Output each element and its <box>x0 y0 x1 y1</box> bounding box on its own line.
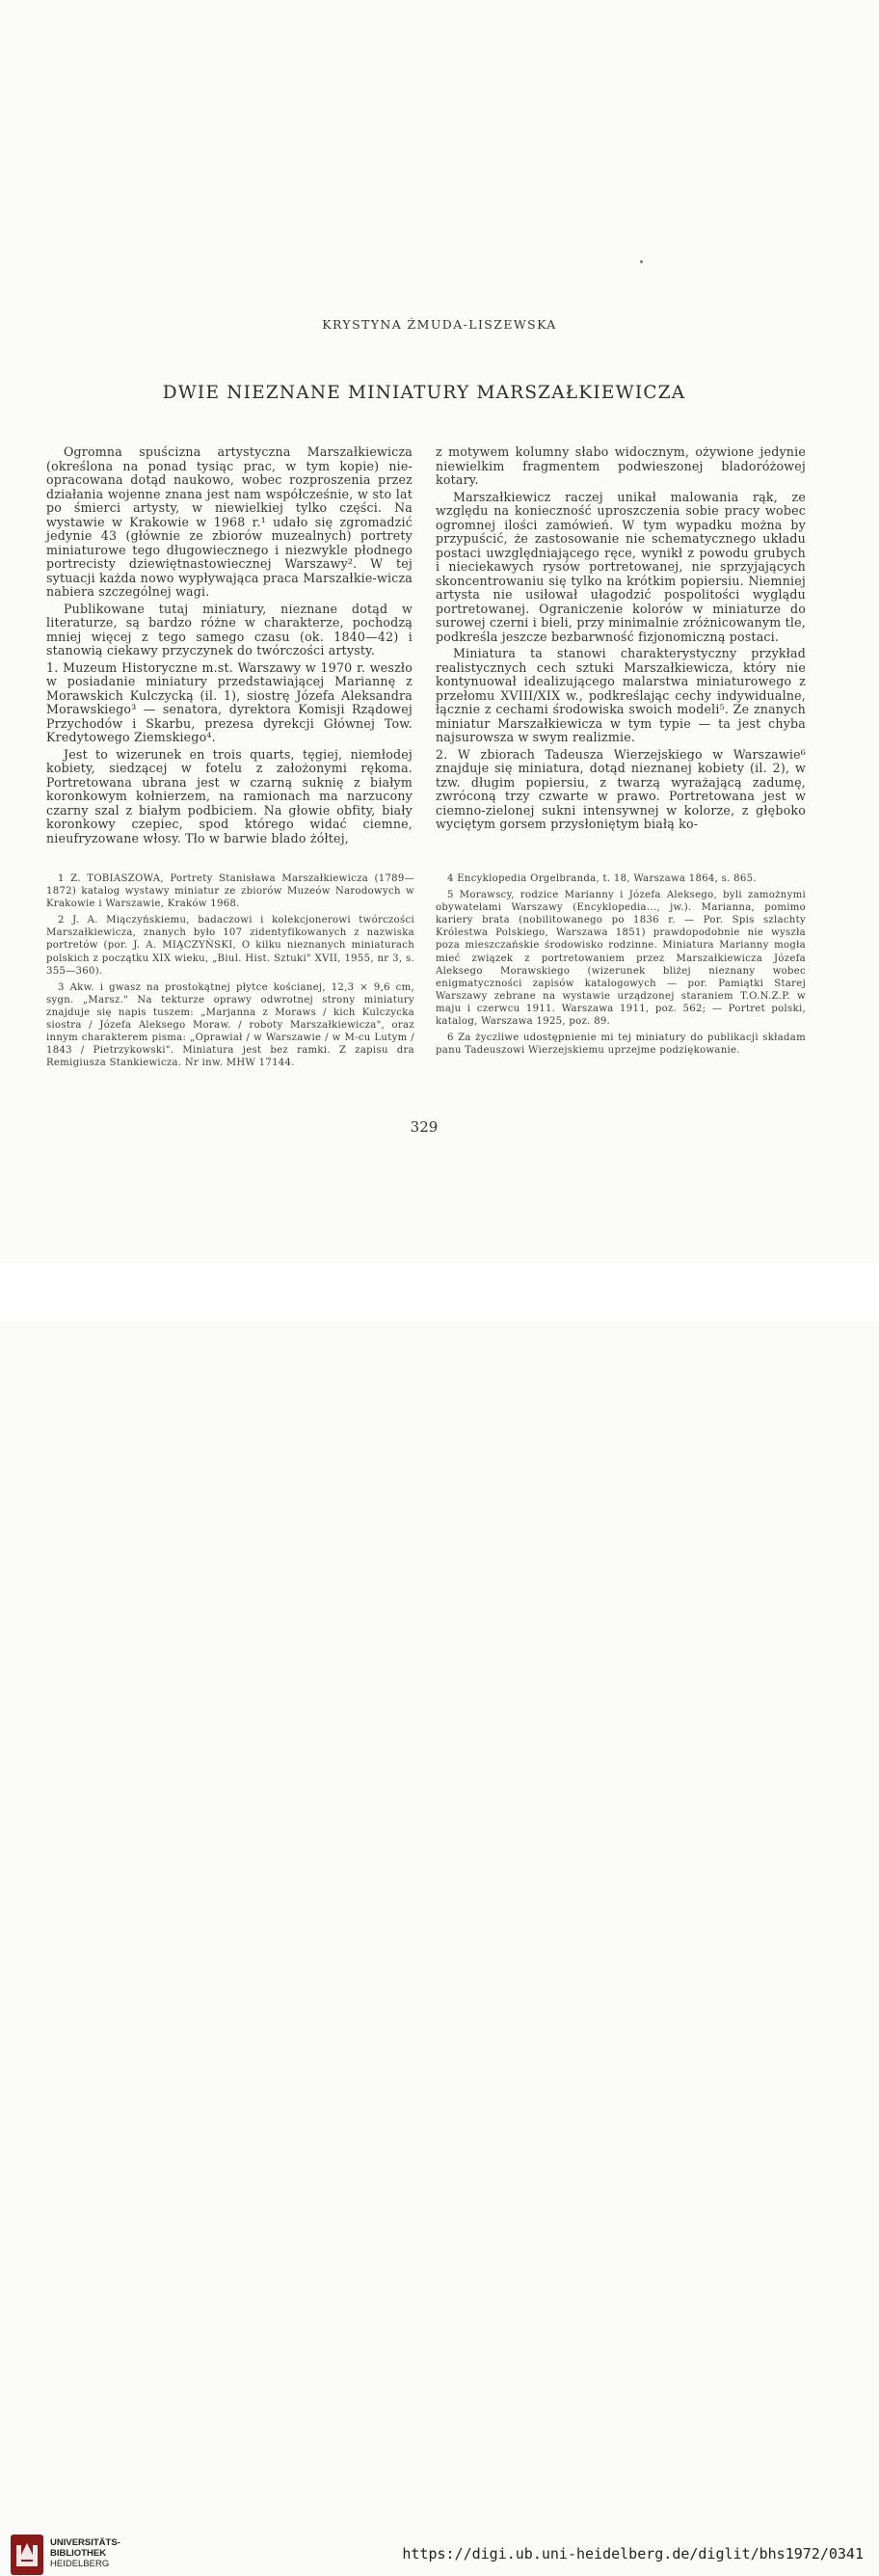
body-column-right <box>436 445 806 835</box>
footnote: 1 Z. TOBIASZOWA, Portrety Stanisława Marszałkiewicza (1789—1872) katalog wystawy miniatur ze zbiorów Muzeów Narodowych w Krakowie i Warszawie, Kraków 1968. <box>46 873 414 910</box>
footnotes-right <box>436 872 806 1060</box>
library-line: UNIVERSITÄTS- <box>50 2537 120 2548</box>
footnote: 2 J. A. Miączyńskiemu, badaczowi i kolekcjonerowi twórczości Marszałkiewicza, znanych było 107 zidentyfikowanych z nazwiska portretów (por. J. A. MIĄCZYŃSKI, O kilku nieznanych miniaturach polskich z początku XIX wieku, „Biul. Hist. Sztuki" XVII, 1955, nr 3, s. 355—360). <box>46 915 414 977</box>
page-number: 329 <box>410 1118 439 1136</box>
body-column-left <box>46 445 413 848</box>
article-title: DWIE NIEZNANE MINIATURY MARSZAŁKIEWICZA <box>162 383 686 403</box>
footnote: 3 Akw. i gwasz na prostokątnej płytce kościanej, 12,3 × 9,6 cm, sygn. „Marsz." Na tekturze oprawy odwrotnej strony miniatury znajduje się napis tuszem: „Marjanna z Moraws / kich Kulczycka siostra / Józefa Aleksego Moraw. / roboty Marszałkiewicza", oraz innym charakterem pisma: „Oprawiał / w Warszawie / w M-cu Lutym / 1843 / Pietrzykowski". Miniatura jest bez ramki. Z zapisu dra Remigiusza Stankiewicza. Nr inw. MHW 17144. <box>46 981 414 1069</box>
paragraph: Miniatura ta stanowi charakterystyczny przykład realistycznych cech sztuki Marszałkiewicza, który nie kontynuował idealizującego malarstwa miniaturowego z przełomu XVIII/XIX w., podkreślając cechy indywidualne, łącznie z cechami środowiska swoich modeli⁵. Ze znanych miniatur Marszałkiewicza w tym typie — ta jest chyba najsurowsza w swym realizmie. <box>436 646 806 744</box>
paragraph: Jest to wizerunek en trois quarts, tęgiej, niemłodej kobiety, siedzącej w fotelu z założonymi rękoma. Portretowana ubrana jest w czarną suknię z białym koronkowym kołnierzem, na ramionach ma narzucony czarny szal z białym podbiciem. Na głowie obfity, biały koronkowy czepiec, spod którego widać ciemne, nieufryzowane włosy. Tło w barwie blado żółtej, <box>46 746 413 845</box>
speck-mark <box>640 260 643 263</box>
library-line: BIBLIOTHEK <box>50 2548 107 2559</box>
article-author: KRYSTYNA ŻMUDA-LISZEWSKA <box>322 317 557 332</box>
library-name <box>50 2537 120 2569</box>
paragraph: z motywem kolumny słabo widocznym, ożywione jedynie niewielkim fragmentem podwieszonej bladoróżowej kotary. <box>436 444 806 487</box>
footnote: 5 Morawscy, rodzice Marianny i Józefa Aleksego, byli zamożnymi obywatelami Warszawy (Encyklopedia..., jw.). Marianna, pomimo kariery brata (nobilitowanego po 1836 r. — Por. Spis szlachty Królestwa Polskiego, Warszawa 1851) prawdopodobnie nie wyszła poza mieszczańskie środowisko rodzinne. Miniatura Marianny mogła mieć związek z portretowaniem przez Marszałkiewicza Józefa Aleksego Morawskiego (wizerunek bliżej nieznany wobec enigmatyczności zapisów katalogowych — por. Pamiątki Starej Warszawy zebrane na wystawie urządzonej staraniem T.O.N.Z.P. w maju i czerwcu 1911. Warszawa 1911, poz. 562; — Portret polski, katalog, Warszawa 1925, poz. 89. <box>436 890 806 1028</box>
footnotes-left <box>46 872 414 1073</box>
heidelberg-seal-icon <box>10 2534 44 2576</box>
footnote: 4 Encyklopedia Orgelbranda, t. 18, Warszawa 1864, s. 865. <box>447 873 757 884</box>
paragraph: 1. Muzeum Historyczne m.st. Warszawy w 1970 r. weszło w posiadanie miniatury przedstawiającej Mariannę z Morawskich Kulczycką (il. 1), siostrę Józefa Aleksandra Morawskiego³ — senatora, dyrektora Komisji Rządowej Przychodów i Skarbu, prezesa dyrekcji Głównej Tow. Kredytowego Ziemskiego⁴. <box>46 659 413 744</box>
scanned-page <box>0 0 879 1263</box>
footnote: 6 Za życzliwe udostępnienie mi tej miniatury do publikacji składam panu Tadeuszowi Wierzejskiemu uprzejme podziękowanie. <box>436 1033 806 1057</box>
library-line: HEIDELBERG <box>50 2559 110 2569</box>
paragraph: 2. W zbiorach Tadeusza Wierzejskiego w Warszawie⁶ znajduje się miniatura, dotąd nieznanej kobiety (il. 2), w tzw. długim popiersiu, z twarzą wyrażającą zadumę, zwróconą trzy czwarte w prawo. Portretowana jest w ciemno-zielonej sukni intensywnej w kolorze, z głęboko wyciętym gorsem przysłoniętym białą ko- <box>436 746 806 831</box>
paragraph: Marszałkiewicz raczej unikał malowania rąk, ze względu na konieczność uproszczenia sobie pracy wobec ogromnej ilości zamówień. W tym wypadku można by przypuścić, że zastosowanie nie schematycznego układu postaci uwzględniającego ręce, wynikł z powodu grubych i nieciekawych rysów portretowanej, nie sprzyjających skoncentrowaniu się tylko na krótkim popiersiu. Niemniej artysta nie usiłował ułagodzić pospolitości wyglądu portretowanej. Ograniczenie kolorów w miniaturze do surowej czerni i bieli, przy minimalnie zróżnicowanym tle, podkreśla jeszcze bezbarwność fizjonomiczną postaci. <box>436 489 806 644</box>
permalink-url[interactable]: https://digi.ub.uni-heidelberg.de/diglit/bhs1972/0341 <box>402 2545 864 2563</box>
viewer-footer <box>0 1263 879 2569</box>
paragraph: Ogromna spuścizna artystyczna Marszałkiewicza (określona na ponad tysiąc prac, w tym kopie) nie-opracowana dotąd naukowo, wobec rozproszenia przez działania wojenne znana jest nam współcześnie, w sto lat po śmierci artysty, w niewielkiej tylko części. Na wystawie w Krakowie w 1968 r.¹ udało się zgromadzić jedynie 43 (głównie ze zbiorów muzealnych) portrety miniaturowe tego długowiecznego i niezwykle płodnego portrecisty dziewiętnastowiecznej Warszawy². W tej sytuacji każda nowo wypływająca praca Marszałkie-wicza nabiera szczególnej wagi. <box>46 444 413 599</box>
paragraph: Publikowane tutaj miniatury, nieznane dotąd w literaturze, są bardzo różne w charakterze, pochodzą mniej więcej z tego samego czasu (ok. 1840—42) i stanowią ciekawy przyczynek do twórczości artysty. <box>46 601 413 657</box>
